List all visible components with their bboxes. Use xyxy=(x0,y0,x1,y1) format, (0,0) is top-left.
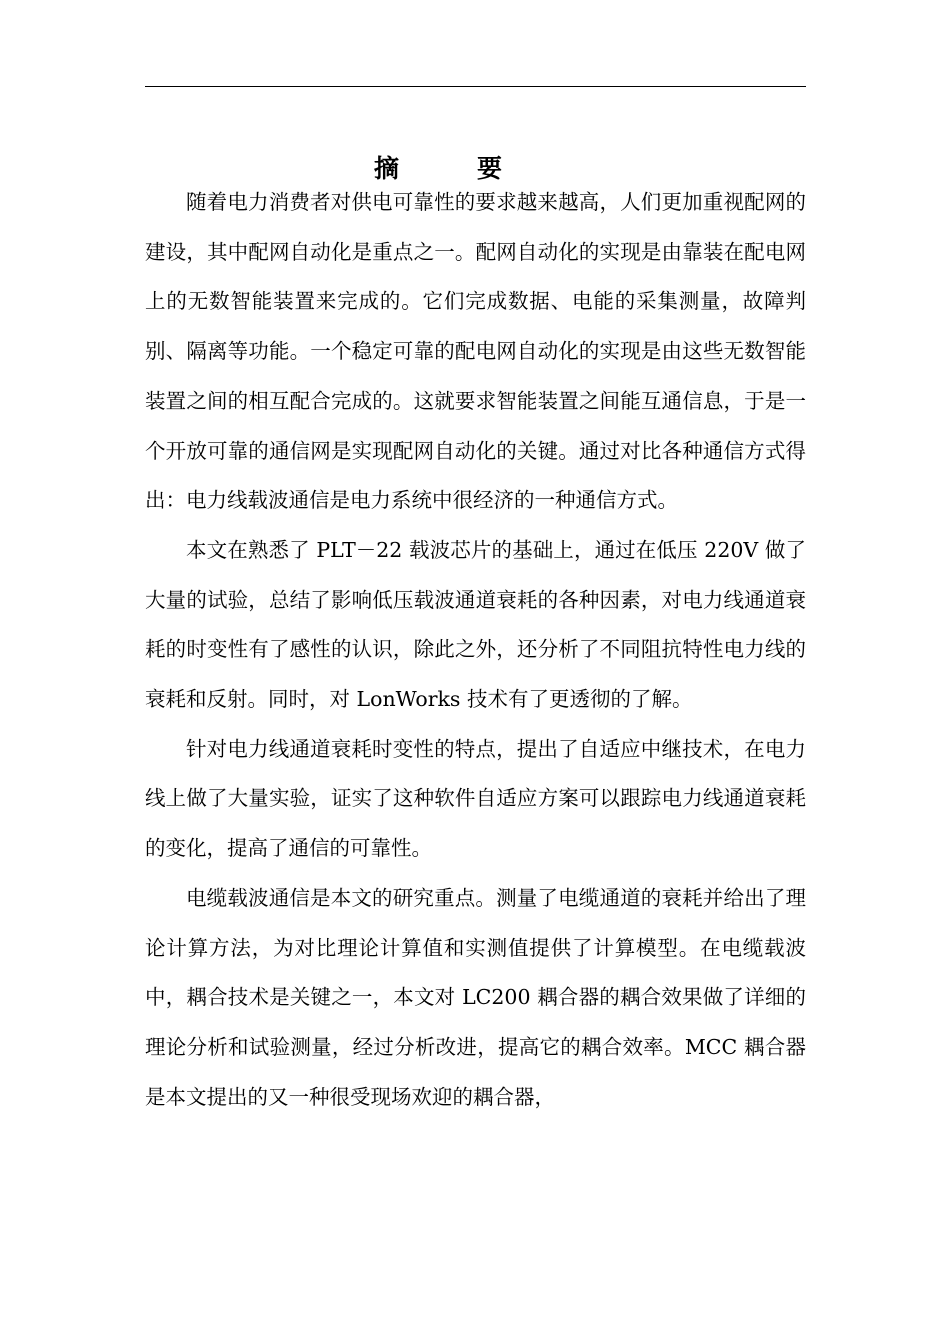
abstract-paragraph-4: 电缆载波通信是本文的研究重点。测量了电缆通道的衰耗并给出了理论计算方法，为对比理论计算值和实测值提供了计算模型。在电缆载波中，耦合技术是关键之一，本文对 LC200 耦合器的耦合效果做了详细的理论分析和试验测量，经过分析改进，提高它的耦合效率。MCC 耦合器是本文提出的又一种很受现场欢迎的耦合器， xyxy=(145,885,806,1109)
abstract-paragraph-3: 针对电力线通道衰耗时变性的特点，提出了自适应中继技术，在电力线上做了大量实验，证实了这种软件自适应方案可以跟踪电力线通道衰耗的变化，提高了通信的可靠性。 xyxy=(145,736,806,861)
abstract-title-char-2: 要 xyxy=(477,153,503,183)
abstract-paragraph-2: 本文在熟悉了 PLT－22 载波芯片的基础上，通过在低压 220V 做了大量的试验，总结了影响低压载波通道衰耗的各种因素，对电力线通道衰耗的时变性有了感性的认识，除此之外，还分析了不同阻抗特性电力线的衰耗和反射。同时，对 LonWorks 技术有了更透彻的了解。 xyxy=(145,537,806,712)
abstract-title-char-1: 摘 xyxy=(373,153,399,183)
abstract-body xyxy=(145,178,806,1122)
abstract-paragraph-1: 随着电力消费者对供电可靠性的要求越来越高，人们更加重视配网的建设，其中配网自动化是重点之一。配网自动化的实现是由靠装在配电网上的无数智能装置来完成的。它们完成数据、电能的采集测量，故障判别、隔离等功能。一个稳定可靠的配电网自动化的实现是由这些无数智能装置之间的相互配合完成的。这就要求智能装置之间能互通信息，于是一个开放可靠的通信网是实现配网自动化的关键。通过对比各种通信方式得出：电力线载波通信是电力系统中很经济的一种通信方式。 xyxy=(145,190,806,513)
header-rule xyxy=(145,86,806,87)
